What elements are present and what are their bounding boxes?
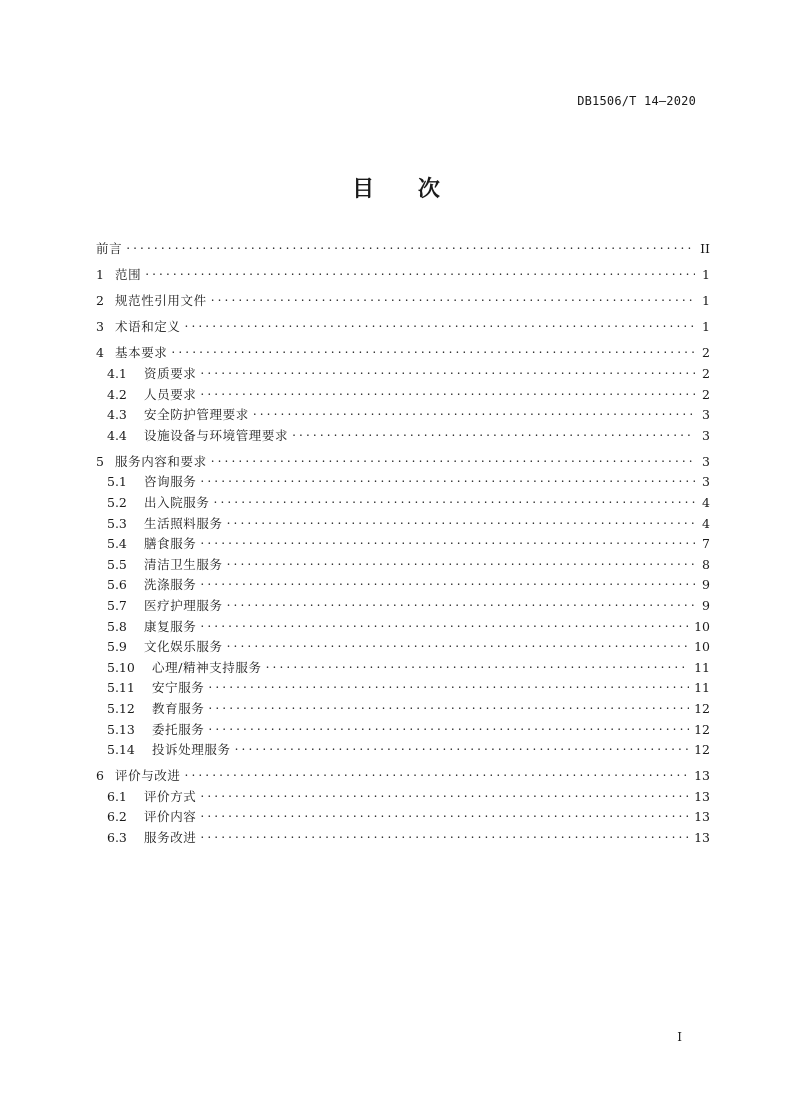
toc-entry[interactable] [96, 554, 710, 575]
toc-entry[interactable] [96, 595, 710, 616]
toc-leader-dots [211, 451, 695, 466]
toc-entry[interactable] [96, 698, 710, 719]
toc-entry-number: 5.8 [107, 618, 127, 634]
toc-entry-label: 清洁卫生服务 [144, 556, 223, 572]
toc-entry-page: 10 [694, 618, 710, 634]
toc-entry[interactable] [96, 533, 710, 554]
toc-entry-label: 膳食服务 [144, 536, 197, 552]
toc-entry-page: 3 [702, 427, 710, 443]
toc-entry-page: 9 [702, 598, 710, 613]
toc-entry-number: 5.2 [107, 495, 127, 511]
toc-entry-number: 4.1 [107, 365, 127, 381]
toc-entry-page: 9 [702, 577, 710, 593]
toc-entry-label: 康复服务 [144, 618, 197, 634]
document-code: DB1506/T 14—2020 [577, 94, 696, 108]
toc-leader-dots [145, 264, 695, 279]
toc-entry-number: 5.12 [107, 700, 135, 716]
toc-leader-dots [208, 719, 689, 734]
toc-entry-number: 2 [96, 293, 104, 309]
toc-entry-page: 2 [702, 386, 710, 402]
toc-entry-number: 3 [96, 319, 104, 335]
toc-entry-label: 服务改进 [144, 830, 197, 846]
toc-entry-number: 5.5 [107, 556, 127, 572]
table-of-contents [96, 238, 710, 848]
toc-entry-page: 13 [694, 768, 710, 784]
toc-entry-number: 4.2 [107, 386, 127, 402]
toc-entry[interactable] [96, 786, 710, 807]
toc-entry[interactable] [96, 513, 710, 534]
toc-entry-label: 洗涤服务 [144, 577, 197, 593]
toc-entry-number: 5.3 [107, 515, 127, 531]
toc-entry-label: 术语和定义 [115, 319, 181, 335]
toc-entry-number: 5.14 [107, 742, 135, 758]
toc-entry-page: 11 [694, 659, 710, 675]
toc-leader-dots [200, 806, 689, 821]
toc-entry[interactable] [96, 657, 710, 678]
toc-entry-label: 咨询服务 [144, 474, 197, 490]
toc-entry-label: 医疗护理服务 [144, 598, 223, 613]
toc-entry-page: 1 [702, 267, 710, 283]
toc-leader-dots [208, 677, 689, 692]
toc-entry-label: 教育服务 [152, 700, 205, 716]
toc-leader-dots [211, 290, 695, 305]
toc-entry-page: 13 [694, 809, 710, 825]
toc-entry-number: 5 [96, 453, 104, 469]
toc-entry-number: 5.10 [107, 659, 135, 675]
toc-entry[interactable] [96, 384, 710, 405]
toc-leader-dots [200, 363, 695, 378]
toc-leader-dots [200, 471, 695, 486]
toc-entry-page: 4 [702, 495, 710, 511]
toc-entry-page: 13 [694, 830, 710, 846]
toc-leader-dots [171, 342, 695, 357]
toc-entry-label: 评价内容 [144, 809, 197, 825]
toc-entry[interactable] [96, 806, 710, 827]
toc-leader-dots [227, 636, 689, 651]
toc-entry[interactable] [96, 238, 710, 259]
toc-leader-dots [200, 827, 689, 842]
toc-entry[interactable] [96, 574, 710, 595]
toc-leader-dots [208, 698, 689, 713]
toc-entry[interactable] [96, 616, 710, 637]
toc-entry-number: 4 [96, 345, 104, 361]
toc-entry-label: 规范性引用文件 [115, 293, 207, 309]
toc-leader-dots [200, 384, 695, 399]
toc-entry-label: 人员要求 [144, 386, 197, 402]
toc-leader-dots [227, 595, 695, 610]
toc-entry-page: 2 [702, 365, 710, 381]
toc-entry[interactable] [96, 290, 710, 311]
toc-entry-page: 3 [702, 453, 710, 469]
toc-entry-number: 5.11 [107, 680, 135, 696]
toc-entry-label: 心理/精神支持服务 [152, 659, 262, 675]
toc-leader-dots [185, 765, 690, 780]
toc-entry-label: 设施设备与环境管理要求 [144, 427, 289, 443]
toc-entry-number: 4.4 [107, 427, 127, 443]
toc-entry[interactable] [96, 425, 710, 446]
toc-entry-label: 投诉处理服务 [152, 742, 231, 758]
toc-entry[interactable] [96, 765, 710, 786]
toc-entry-label: 基本要求 [115, 345, 168, 361]
toc-leader-dots [200, 533, 695, 548]
toc-entry-page: II [700, 241, 710, 256]
toc-entry[interactable] [96, 677, 710, 698]
toc-entry[interactable] [96, 492, 710, 513]
toc-entry-page: 10 [694, 639, 710, 655]
toc-entry-page: 12 [694, 742, 710, 758]
toc-entry-label: 范围 [115, 267, 142, 283]
toc-entry-number: 5.7 [107, 598, 127, 613]
toc-entry-number: 1 [96, 267, 104, 283]
toc-entry-number: 5.13 [107, 721, 135, 737]
toc-title: 目 次 [352, 177, 458, 202]
toc-entry-label: 安宁服务 [152, 680, 205, 696]
toc-leader-dots [253, 404, 695, 419]
toc-entry-page: 2 [702, 345, 710, 361]
toc-entry[interactable] [96, 264, 710, 285]
toc-leader-dots [126, 238, 695, 253]
toc-entry-page: 8 [702, 556, 710, 572]
toc-entry-number: 5.1 [107, 474, 127, 490]
toc-entry[interactable] [96, 739, 710, 760]
toc-entry-page: 11 [694, 680, 710, 696]
toc-entry[interactable] [96, 316, 710, 337]
toc-leader-dots [200, 786, 689, 801]
toc-entry-label: 出入院服务 [144, 495, 210, 511]
toc-entry-number: 6.3 [107, 830, 127, 846]
toc-leader-dots [266, 657, 689, 672]
toc-entry-page: 4 [702, 515, 710, 531]
toc-entry-label: 安全防护管理要求 [144, 407, 249, 423]
toc-leader-dots [227, 513, 695, 528]
toc-entry-number: 4.3 [107, 407, 127, 423]
toc-entry[interactable] [96, 471, 710, 492]
toc-entry-label: 服务内容和要求 [115, 453, 207, 469]
toc-leader-dots [185, 316, 695, 331]
toc-entry-page: 1 [702, 293, 710, 309]
toc-entry-label: 委托服务 [152, 721, 205, 737]
toc-entry[interactable] [96, 636, 710, 657]
toc-entry-label: 评价方式 [144, 788, 197, 804]
toc-entry-label: 文化娱乐服务 [144, 639, 223, 655]
toc-entry-number: 6.2 [107, 809, 127, 825]
toc-entry-page: 12 [694, 700, 710, 716]
toc-entry-number: 5.6 [107, 577, 127, 593]
toc-entry-label: 生活照料服务 [144, 515, 223, 531]
toc-entry-page: 12 [694, 721, 710, 737]
toc-entry-page: 1 [702, 319, 710, 335]
toc-entry-number: 6 [96, 768, 104, 784]
toc-leader-dots [200, 616, 689, 631]
toc-entry-label: 资质要求 [144, 365, 197, 381]
toc-entry-number: 5.4 [107, 536, 127, 552]
toc-entry-number: 6.1 [107, 788, 127, 804]
toc-entry[interactable] [96, 404, 710, 425]
toc-entry-page: 3 [702, 407, 710, 423]
toc-leader-dots [214, 492, 695, 507]
toc-leader-dots [292, 425, 695, 440]
toc-leader-dots [200, 574, 695, 589]
toc-entry[interactable] [96, 342, 710, 363]
toc-leader-dots [235, 739, 689, 754]
toc-entry-label: 前言 [96, 241, 123, 256]
toc-entry-number: 5.9 [107, 639, 127, 655]
toc-entry[interactable] [96, 827, 710, 848]
toc-entry-page: 7 [702, 536, 710, 552]
page-number: I [677, 1030, 682, 1044]
toc-leader-dots [227, 554, 695, 569]
toc-entry[interactable] [96, 719, 710, 740]
toc-entry-page: 13 [694, 788, 710, 804]
toc-entry[interactable] [96, 363, 710, 384]
toc-entry-page: 3 [702, 474, 710, 490]
toc-entry[interactable] [96, 451, 710, 472]
toc-entry-label: 评价与改进 [115, 768, 181, 784]
